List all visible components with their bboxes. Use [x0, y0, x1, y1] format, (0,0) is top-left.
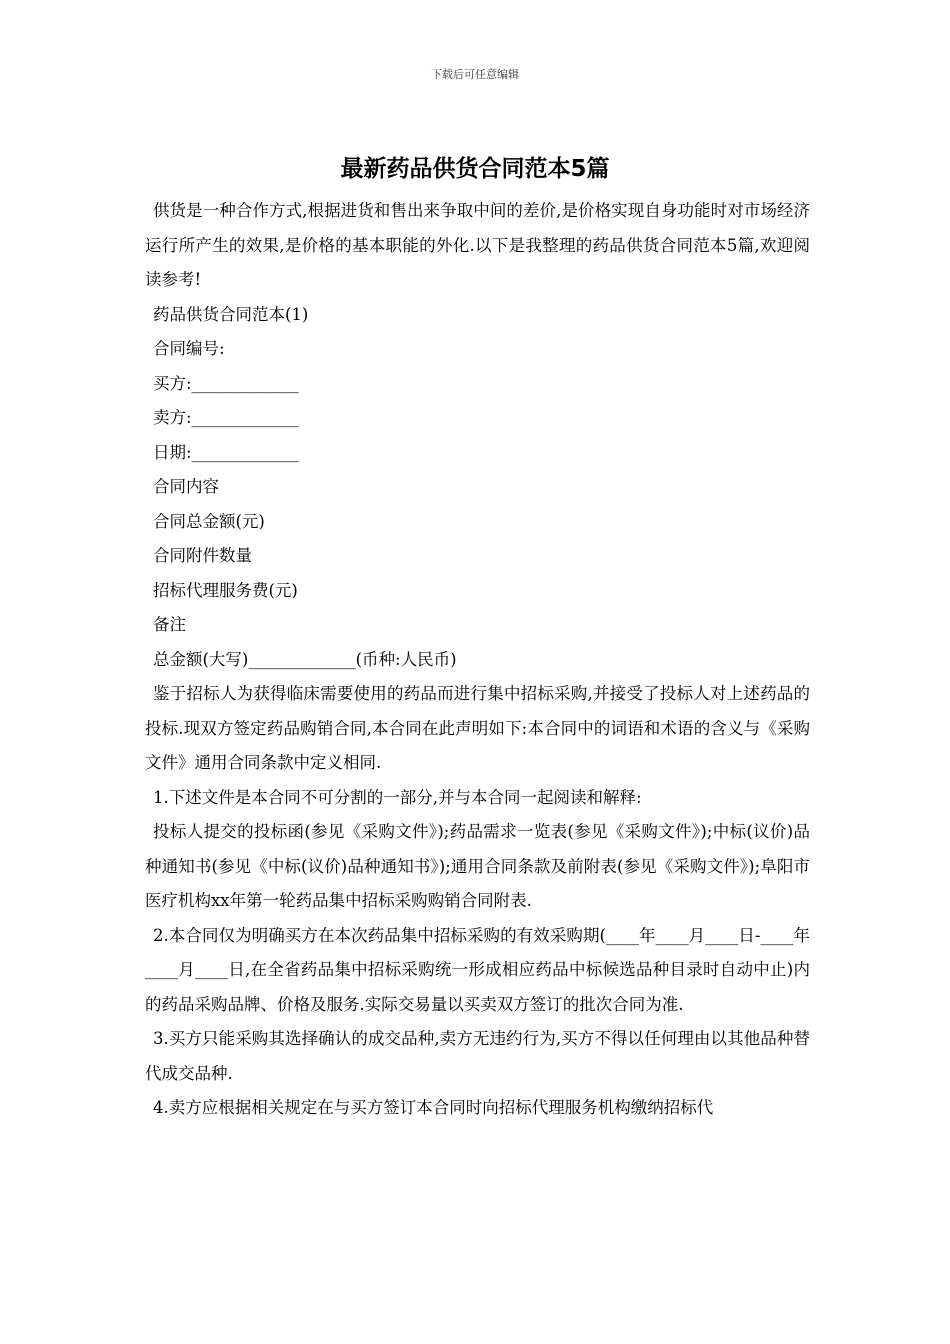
field-total-caps: 总金额(大写)_____________(币种:人民币) [153, 649, 457, 669]
field-seller: 卖方:_____________ [153, 408, 299, 427]
clause-paragraph: 2.本合同仅为明确买方在本次药品集中招标采购的有效采购期(____年____月____日-____年____月____日,在全省药品集中招标采购统一形成相应药品中标候选品种目录时自动中止)内的药品采购品牌、价格及服务.实际交易量以买卖双方签订的批次合同为准. [145, 925, 810, 1014]
field-total-amount: 合同总金额(元) [153, 511, 265, 531]
document-body [145, 194, 810, 1126]
intro-paragraph: 供货是一种合作方式,根据进货和售出来争取中间的差价,是价格实现自身功能时对市场经济运行所产生的效果,是价格的基本职能的外化.以下是我整理的药品供货合同范本5篇,欢迎阅读参考! [145, 201, 810, 289]
field-contract-number: 合同编号: [153, 339, 225, 358]
contract-heading: 药品供货合同范本(1) [153, 304, 309, 324]
clause-paragraph: 投标人提交的投标函(参见《采购文件》);药品需求一览表(参见《采购文件》);中标(议价)品种通知书(参见《中标(议价)品种通知书》);通用合同条款及前附表(参见《采购文件》);阜阳市医疗机构xx年第一轮药品集中招标采购购销合同附表. [145, 822, 810, 910]
field-attachment-count: 合同附件数量 [153, 546, 252, 565]
document-title: 最新药品供货合同范本5篇 [340, 156, 610, 182]
clause-paragraph: 4.卖方应根据相关规定在与买方签订本合同时向招标代理服务机构缴纳招标代 [153, 1098, 714, 1117]
clause-paragraph: 1.下述文件是本合同不可分割的一部分,并与本合同一起阅读和解释: [153, 787, 642, 807]
field-contract-content: 合同内容 [153, 477, 219, 496]
field-buyer: 买方:_____________ [153, 373, 299, 393]
page-header: 下载后可任意编辑 [431, 68, 519, 81]
preamble-paragraph: 鉴于招标人为获得临床需要使用的药品而进行集中招标采购,并接受了投标人对上述药品的投标.现双方签定药品购销合同,本合同在此声明如下:本合同中的词语和术语的含义与《采购文件》通用合同条款中定义相同. [145, 684, 810, 772]
field-date: 日期:_____________ [153, 442, 299, 462]
field-agency-fee: 招标代理服务费(元) [153, 580, 298, 600]
field-remark: 备注 [153, 615, 186, 634]
clause-paragraph: 3.买方只能采购其选择确认的成交品种,卖方无违约行为,买方不得以任何理由以其他品种替代成交品种. [145, 1029, 810, 1083]
